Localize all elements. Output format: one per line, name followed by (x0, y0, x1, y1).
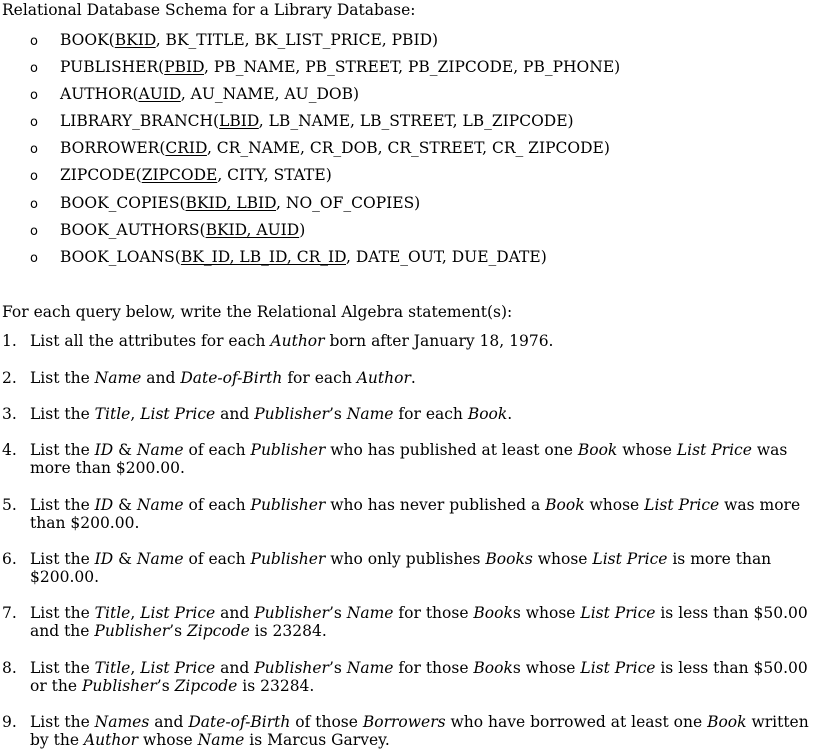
question-text: List the Name and Date-of-Birth for each Author. (30, 369, 416, 387)
relation-name: LIBRARY_BRANCH( (60, 112, 220, 130)
bullet-icon: o (30, 115, 38, 130)
schema-item (30, 220, 305, 242)
primary-key: BKID, LBID (185, 194, 277, 212)
relation-attributes: , BK_TITLE, BK_LIST_PRICE, PBID) (155, 31, 439, 49)
question-number: 1. (2, 332, 17, 350)
question-number: 6. (2, 550, 17, 568)
schema-item (30, 30, 438, 52)
relation-name: BOOK_AUTHORS( (60, 221, 206, 239)
question-item (2, 441, 824, 477)
primary-key: BK_ID, LB_ID, CR_ID (180, 248, 346, 266)
bullet-icon: o (30, 61, 38, 76)
schema-item (30, 165, 332, 187)
bullet-icon: o (30, 34, 38, 49)
bullet-icon: o (30, 197, 38, 212)
question-number: 7. (2, 604, 17, 622)
relation-attributes: ) (299, 221, 306, 239)
relation-attributes: , DATE_OUT, DUE_DATE) (346, 248, 547, 266)
relation-attributes: , PB_NAME, PB_STREET, PB_ZIPCODE, PB_PHONE) (204, 58, 621, 76)
bullet-icon: o (30, 251, 38, 266)
question-text: List the Title, List Price and Publisher’s Name for each Book. (30, 405, 513, 423)
primary-key: ZIPCODE (141, 166, 218, 184)
relation-name: BOOK( (60, 31, 115, 49)
schema-item (30, 247, 547, 269)
bullet-icon: o (30, 224, 38, 239)
question-item (2, 405, 824, 423)
relation-attributes: , LB_NAME, LB_STREET, LB_ZIPCODE) (258, 112, 574, 130)
relation-name: BOOK_COPIES( (60, 194, 186, 212)
question-item (2, 713, 824, 749)
schema-item (30, 57, 620, 79)
relation-attributes: , CITY, STATE) (217, 166, 332, 184)
primary-key: BKID (114, 31, 156, 49)
question-item (2, 369, 824, 387)
primary-key: LBID (219, 112, 259, 130)
relation-attributes: , NO_OF_COPIES) (276, 194, 421, 212)
question-number: 4. (2, 441, 17, 459)
question-text: List all the attributes for each Author born after January 18, 1976. (30, 332, 554, 350)
relation-name: PUBLISHER( (60, 58, 165, 76)
instructions-text: For each query below, write the Relational Algebra statement(s): (2, 303, 513, 321)
primary-key: AUID (138, 85, 181, 103)
question-text: List the ID & Name of each Publisher who has never published a Book whose List Price was more than $200.00. (30, 496, 801, 532)
question-item (2, 332, 824, 350)
question-number: 8. (2, 659, 17, 677)
question-item (2, 550, 824, 586)
schema-item (30, 84, 359, 106)
question-text: List the Title, List Price and Publisher’s Name for those Books whose List Price is less than $50.00 or the Publisher’s Zipcode is 23284. (30, 659, 808, 695)
question-text: List the Title, List Price and Publisher’s Name for those Books whose List Price is less than $50.00 and the Publisher’s Zipcode is 23284. (30, 604, 808, 640)
question-text: List the ID & Name of each Publisher who only publishes Books whose List Price is more than $200.00. (30, 550, 772, 586)
relation-name: AUTHOR( (60, 85, 139, 103)
bullet-icon: o (30, 142, 38, 157)
question-item (2, 604, 824, 640)
question-text: List the ID & Name of each Publisher who has published at least one Book whose List Price was more than $200.00. (30, 441, 788, 477)
question-number: 5. (2, 496, 17, 514)
question-number: 9. (2, 713, 17, 731)
relation-attributes: , AU_NAME, AU_DOB) (180, 85, 360, 103)
schema-heading: Relational Database Schema for a Library Database: (2, 1, 416, 19)
primary-key: BKID, AUID (205, 221, 300, 239)
relation-name: ZIPCODE( (60, 166, 142, 184)
schema-item (30, 138, 610, 160)
relation-attributes: , CR_NAME, CR_DOB, CR_STREET, CR_ ZIPCODE) (206, 139, 610, 157)
bullet-icon: o (30, 169, 38, 184)
relation-name: BORROWER( (60, 139, 166, 157)
primary-key: CRID (165, 139, 207, 157)
schema-item (30, 111, 574, 133)
question-number: 3. (2, 405, 17, 423)
primary-key: PBID (164, 58, 205, 76)
bullet-icon: o (30, 88, 38, 103)
schema-item (30, 193, 420, 215)
question-item (2, 659, 824, 695)
question-item (2, 496, 824, 532)
question-text: List the Names and Date-of-Birth of those Borrowers who have borrowed at least one Book written by the Author whose Name is Marcus Garvey. (30, 713, 809, 749)
question-number: 2. (2, 369, 17, 387)
relation-name: BOOK_LOANS( (60, 248, 181, 266)
